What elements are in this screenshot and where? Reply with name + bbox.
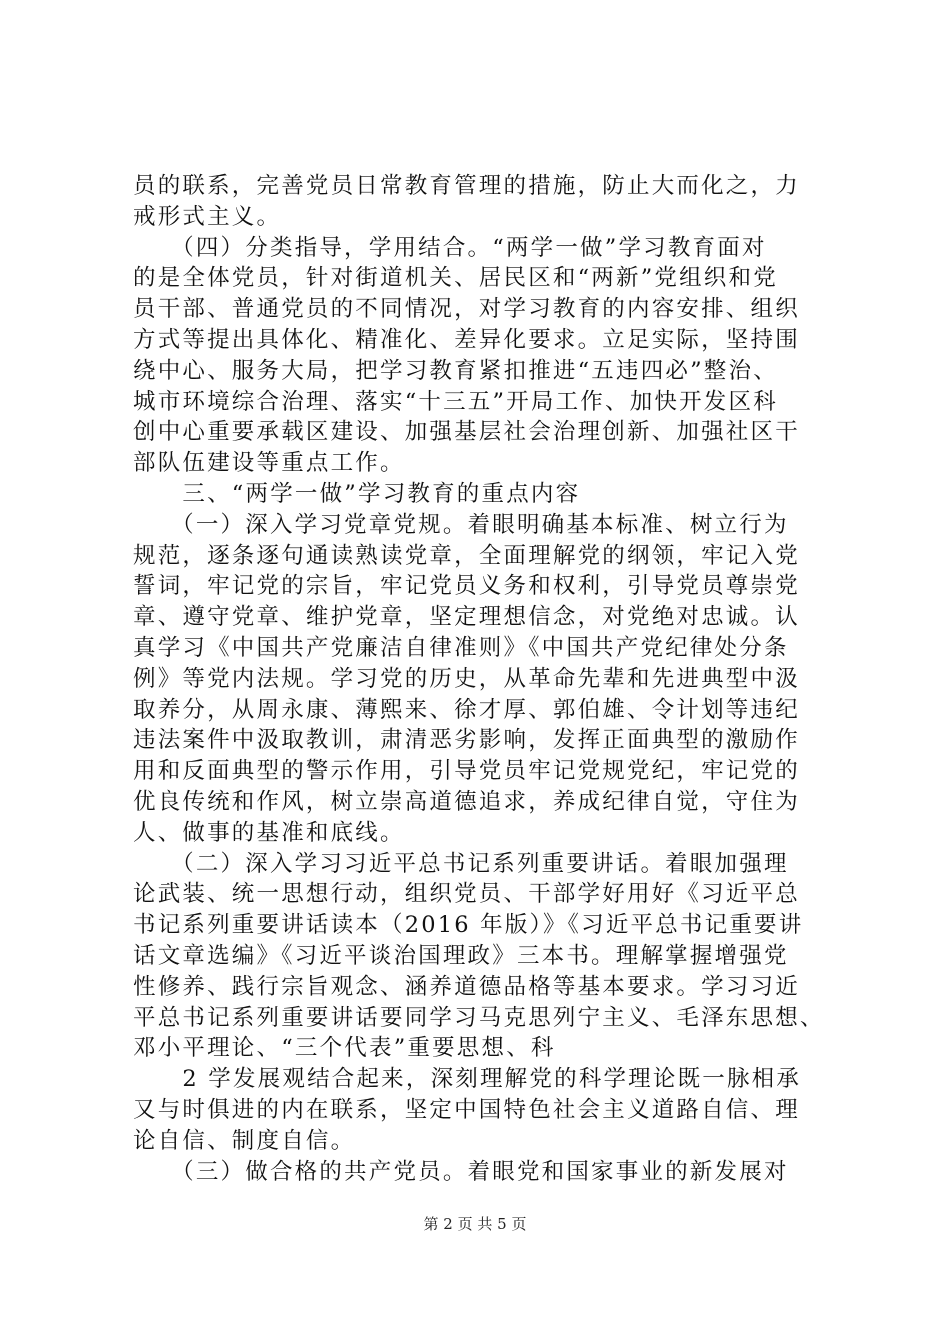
document-body	[133, 171, 833, 1187]
text-line: 邓小平理论、“三个代表”重要思想、科	[133, 1035, 556, 1062]
text-line: 论武装、统一思想行动，组织党员、干部学好用好《习近平总	[133, 881, 800, 908]
text-line: 三、“两学一做”学习教育的重点内容	[133, 480, 581, 507]
text-line: 例》等党内法规。学习党的历史，从革命先辈和先进典型中汲	[133, 665, 800, 692]
text-line: 又与时俱进的内在联系，坚定中国特色社会主义道路自信、理	[133, 1096, 800, 1123]
text-line: 部队伍建设等重点工作。	[133, 450, 405, 477]
text-line: 话文章选编》《习近平谈治国理政》三本书。理解掌握增强党	[133, 942, 789, 969]
text-line: 规范，逐条逐句通读熟读党章，全面理解党的纲领，牢记入党	[133, 542, 800, 569]
text-line: 平总书记系列重要讲话要同学习马克思列宁主义、毛泽东思想、	[133, 1004, 825, 1031]
text-line: 章、遵守党章、维护党章，坚定理想信念，对党绝对忠诚。认	[133, 604, 800, 631]
text-line: 书记系列重要讲话读本（2016 年版）》《习近平总书记重要讲	[133, 912, 804, 939]
text-line: 真学习《中国共产党廉洁自律准则》《中国共产党纪律处分条	[133, 634, 789, 661]
text-line: 方式等提出具体化、精准化、差异化要求。立足实际，坚持围	[133, 326, 800, 353]
text-line: 创中心重要承载区建设、加强基层社会治理创新、加强社区干	[133, 419, 800, 446]
text-line: 性修养、践行宗旨观念、涵养道德品格等基本要求。学习习近	[133, 973, 800, 1000]
text-line: （四）分类指导，学用结合。“两学一做”学习教育面对	[133, 234, 767, 261]
text-line: 人、做事的基准和底线。	[133, 819, 405, 846]
text-line: 优良传统和作风，树立崇高道德追求，养成纪律自觉，守住为	[133, 788, 800, 815]
text-line: （三）做合格的共产党员。着眼党和国家事业的新发展对	[133, 1158, 789, 1185]
text-line: （二）深入学习习近平总书记系列重要讲话。着眼加强理	[133, 850, 789, 877]
text-line: 戒形式主义。	[133, 203, 282, 230]
text-line: （一）深入学习党章党规。着眼明确基本标准、树立行为	[133, 511, 789, 538]
text-line: 的是全体党员，针对街道机关、居民区和“两新”党组织和党	[133, 265, 778, 292]
text-line: 取养分，从周永康、薄熙来、徐才厚、郭伯雄、令计划等违纪	[133, 696, 800, 723]
page-footer: 第 2 页 共 5 页	[423, 1215, 527, 1233]
text-line: 绕中心、服务大局，把学习教育紧扣推进“五违四必”整治、	[133, 357, 778, 384]
text-line: 誓词，牢记党的宗旨，牢记党员义务和权利，引导党员尊崇党	[133, 573, 800, 600]
text-line: 城市环境综合治理、落实“十三五”开局工作、加快开发区科	[133, 388, 778, 415]
text-line: 员的联系，完善党员日常教育管理的措施，防止大而化之，力	[133, 173, 800, 199]
text-line: 2 学发展观结合起来，深刻理解党的科学理论既一脉相承	[133, 1066, 802, 1093]
text-line: 用和反面典型的警示作用，引导党员牢记党规党纪，牢记党的	[133, 758, 800, 785]
text-line: 违法案件中汲取教训，肃清恶劣影响，发挥正面典型的激励作	[133, 727, 800, 754]
text-line: 员干部、普通党员的不同情况，对学习教育的内容安排、组织	[133, 296, 800, 323]
text-line: 论自信、制度自信。	[133, 1127, 356, 1154]
